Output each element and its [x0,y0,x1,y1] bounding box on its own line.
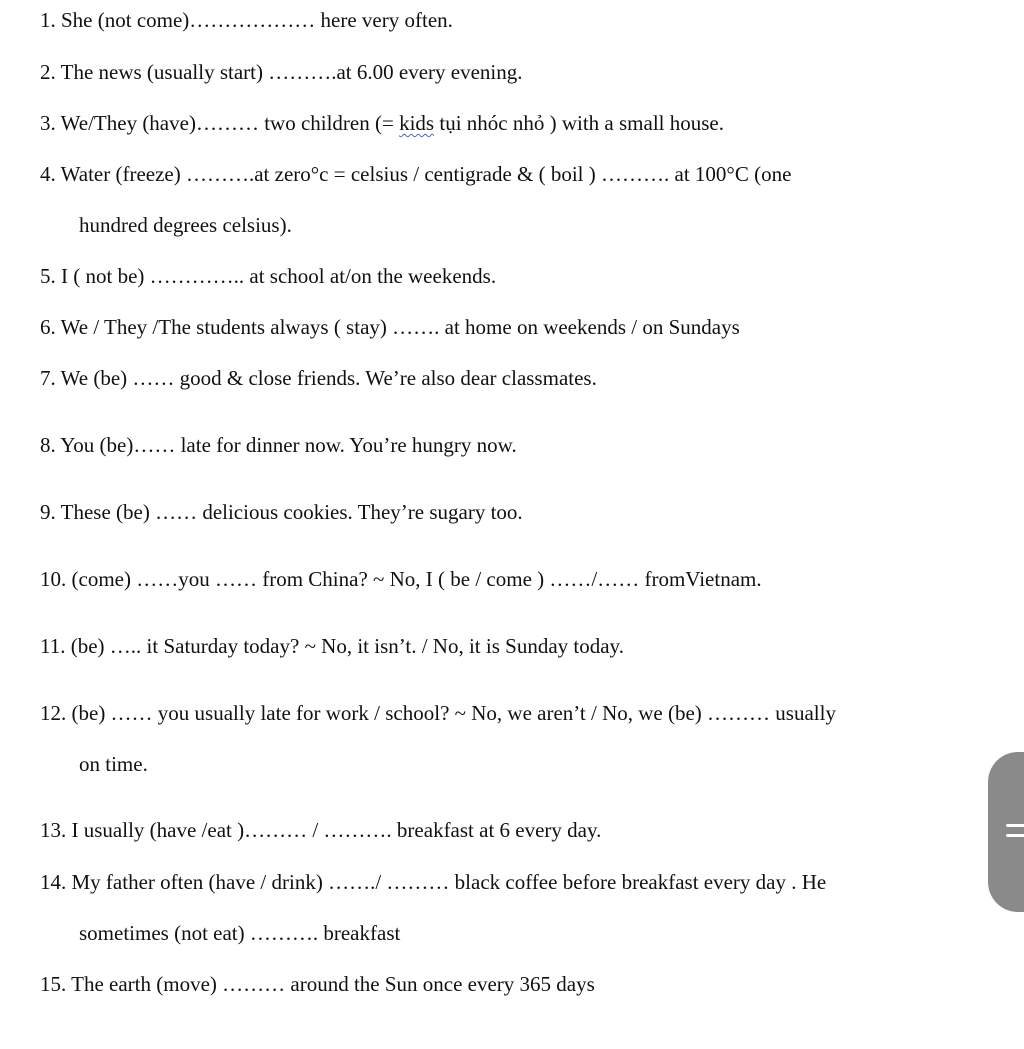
exercise-item-7: 7. We (be) …… good & close friends. We’re also dear classmates. [40,366,597,390]
exercise-item-9: 9. These (be) …… delicious cookies. They’re sugary too. [40,500,523,524]
exercise-item-3-before: 3. We/They (have)……… two children (= [40,111,400,135]
exercise-item-8: 8. You (be)…… late for dinner now. You’re hungry now. [40,433,517,457]
exercise-item-14-continued: sometimes (not eat) ………. breakfast [79,921,401,945]
handle-grip-icon [1006,824,1024,827]
exercise-item-11: 11. (be) ….. it Saturday today? ~ No, it isn’t. / No, it is Sunday today. [40,634,624,658]
spellcheck-word-kids: kids [399,111,435,135]
exercise-item-3-after: tụi nhóc nhỏ ) with a small house. [434,111,724,135]
exercise-item-2: 2. The news (usually start) ……….at 6.00 every evening. [40,60,523,84]
exercise-item-3 [40,110,724,136]
exercise-item-15: 15. The earth (move) ……… around the Sun once every 365 days [40,972,595,996]
exercise-item-14: 14. My father often (have / drink) ……./ ……… black coffee before breakfast every day . He [40,870,827,894]
exercise-item-12: 12. (be) …… you usually late for work / school? ~ No, we aren’t / No, we (be) ……… usually [40,701,836,725]
exercise-item-1: 1. She (not come)……………… here very often. [40,8,453,32]
exercise-item-12-continued: on time. [79,752,148,776]
exercise-item-5: 5. I ( not be) ………….. at school at/on the weekends. [40,264,497,288]
exercise-item-13: 13. I usually (have /eat )……… / ………. breakfast at 6 every day. [40,818,602,842]
exercise-item-6: 6. We / They /The students always ( stay) ……. at home on weekends / on Sundays [40,315,740,339]
exercise-item-4: 4. Water (freeze) ……….at zero°c = celsius / centigrade & ( boil ) ………. at 100°C (one [40,162,792,186]
side-panel-handle[interactable] [988,752,1024,912]
exercise-item-4-continued: hundred degrees celsius). [79,213,292,237]
exercise-item-10: 10. (come) ……you …… from China? ~ No, I ( be / come ) ……/…… fromVietnam. [40,567,762,591]
handle-grip-icon [1006,834,1024,837]
